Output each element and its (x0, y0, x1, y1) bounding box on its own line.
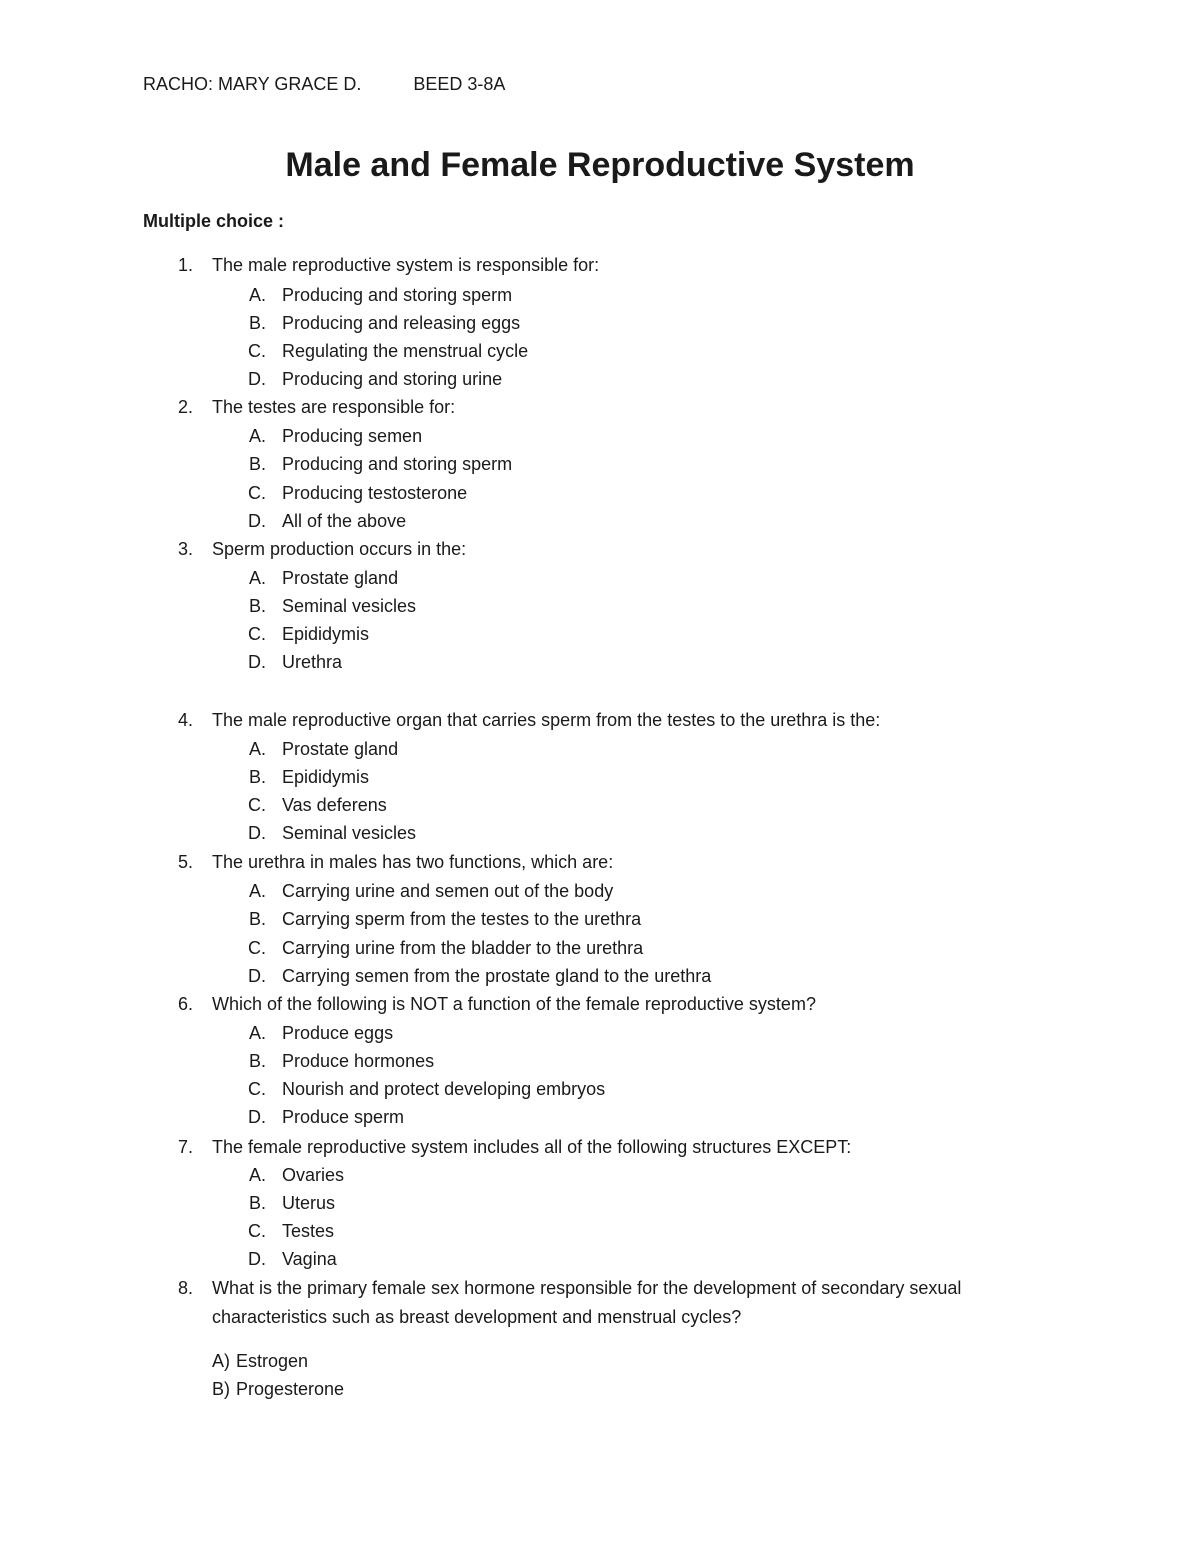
option-text: Regulating the menstrual cycle (282, 341, 529, 361)
option-text: Produce sperm (282, 1107, 405, 1127)
option-letter: C. (248, 624, 266, 644)
option-text: Progesterone (236, 1379, 345, 1399)
question-text: characteristics such as breast development and menstrual cycles? (212, 1307, 742, 1327)
option-text: Epididymis (282, 767, 370, 787)
option-letter: C. (248, 341, 266, 361)
question-text: Which of the following is NOT a function of the female reproductive system? (212, 994, 816, 1014)
question-number: 8. (177, 1278, 193, 1298)
option-letter: B. (248, 313, 266, 333)
option-text: Seminal vesicles (282, 823, 417, 843)
question-text: The urethra in males has two functions, which are: (212, 852, 614, 872)
option-letter: B. (248, 909, 266, 929)
option-text: Vagina (282, 1249, 337, 1269)
option-text: Ovaries (282, 1165, 345, 1185)
option-text: Uterus (282, 1193, 336, 1213)
question-number: 5. (177, 852, 193, 872)
student-name: RACHO: MARY GRACE D. (143, 74, 362, 94)
option-text: Estrogen (236, 1351, 309, 1371)
option-letter: A. (248, 426, 266, 446)
option-text: Producing and releasing eggs (282, 313, 521, 333)
option-text: Carrying urine and semen out of the body (282, 881, 614, 901)
option-letter: D. (248, 652, 266, 672)
option-text: Producing and storing sperm (282, 285, 513, 305)
question-text: What is the primary female sex hormone responsible for the development of secondary sexual (212, 1278, 962, 1298)
option-text: Prostate gland (282, 739, 399, 759)
option-text: Carrying urine from the bladder to the urethra (282, 938, 644, 958)
course-section: BEED 3-8A (413, 74, 506, 94)
question-number: 2. (177, 397, 193, 417)
option-letter: D. (248, 1249, 266, 1269)
option-letter: A. (248, 568, 266, 588)
question-number: 7. (177, 1137, 193, 1157)
option-text: Producing semen (282, 426, 423, 446)
question-text: The male reproductive organ that carries sperm from the testes to the urethra is the: (212, 710, 881, 730)
question-text: The testes are responsible for: (212, 397, 456, 417)
option-text: Urethra (282, 652, 343, 672)
option-letter: D. (248, 511, 266, 531)
question-number: 4. (177, 710, 193, 730)
option-letter: A. (248, 285, 266, 305)
option-letter: D. (248, 823, 266, 843)
option-text: Nourish and protect developing embryos (282, 1079, 606, 1099)
option-text: Carrying semen from the prostate gland to the urethra (282, 966, 712, 986)
option-text: Epididymis (282, 624, 370, 644)
question-text: Sperm production occurs in the: (212, 539, 467, 559)
option-letter: D. (248, 369, 266, 389)
question-number: 1. (177, 255, 193, 275)
option-text: Produce hormones (282, 1051, 435, 1071)
option-text: Seminal vesicles (282, 596, 417, 616)
option-letter: B. (248, 454, 266, 474)
option-text: Produce eggs (282, 1023, 394, 1043)
option-letter: B. (248, 1193, 266, 1213)
student-header (143, 74, 505, 95)
option-letter: B. (248, 767, 266, 787)
option-letter: A. (248, 1165, 266, 1185)
option-letter: D. (248, 966, 266, 986)
option-letter: A. (248, 881, 266, 901)
question-text: The female reproductive system includes all of the following structures EXCEPT: (212, 1137, 852, 1157)
option-text: Carrying sperm from the testes to the urethra (282, 909, 642, 929)
option-letter: C. (248, 795, 266, 815)
option-letter: B. (248, 596, 266, 616)
question-text: The male reproductive system is responsible for: (212, 255, 600, 275)
section-label: Multiple choice : (143, 211, 285, 231)
option-letter: C. (248, 938, 266, 958)
question-number: 6. (177, 994, 193, 1014)
option-text: Testes (282, 1221, 335, 1241)
option-letter: C. (248, 1221, 266, 1241)
option-letter: D. (248, 1107, 266, 1127)
option-letter: C. (248, 483, 266, 503)
option-letter: A. (248, 1023, 266, 1043)
option-text: All of the above (282, 511, 407, 531)
option-letter: A. (248, 739, 266, 759)
option-text: Producing and storing sperm (282, 454, 513, 474)
option-text: Producing testosterone (282, 483, 468, 503)
option-text: Producing and storing urine (282, 369, 503, 389)
question-number: 3. (177, 539, 193, 559)
page-title: Male and Female Reproductive System (285, 146, 915, 184)
option-letter: A) (212, 1351, 230, 1371)
option-letter: B) (212, 1379, 230, 1399)
option-letter: C. (248, 1079, 266, 1099)
option-letter: B. (248, 1051, 266, 1071)
option-text: Vas deferens (282, 795, 387, 815)
option-text: Prostate gland (282, 568, 399, 588)
